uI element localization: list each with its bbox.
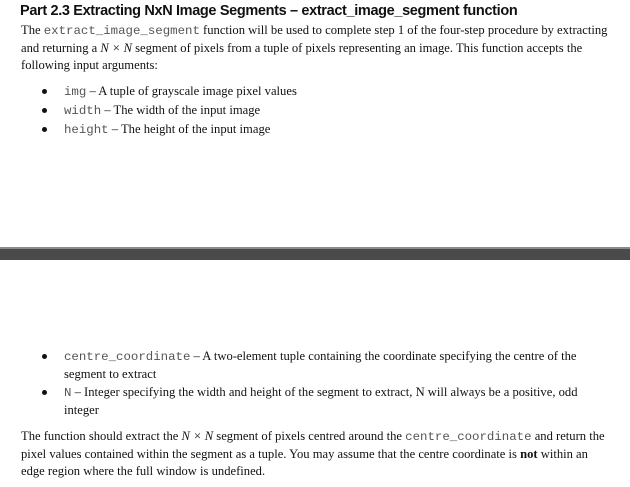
argument-description: – A two-element tuple containing the coordinate specifying the centre of the segment to extract [64, 349, 577, 381]
argument-name: centre_coordinate [64, 350, 191, 364]
closing-paragraph [21, 428, 611, 480]
argument-description: – Integer specifying the width and height of the segment to extract, N will always be a positive, odd integer [64, 385, 578, 417]
argument-item-centre-coordinate [41, 348, 601, 383]
argument-name: img [64, 85, 87, 99]
closing-text-2: segment of pixels centred around the [213, 429, 406, 443]
argument-name: N [64, 386, 72, 400]
argument-item-height [41, 121, 601, 139]
bullet-icon [42, 89, 47, 94]
intro-text-1: The [21, 23, 44, 37]
closing-emphasis: not [520, 447, 538, 461]
argument-description: – A tuple of grayscale image pixel values [86, 84, 297, 98]
bullet-icon [42, 127, 47, 132]
argument-list-bottom [41, 348, 601, 420]
argument-name: height [64, 123, 109, 137]
intro-text-3: segment of pixels from a tuple of pixels representing an image. This function accepts the following input arguments: [21, 41, 583, 72]
intro-paragraph [21, 22, 611, 74]
argument-item-width [41, 102, 601, 120]
section-heading: Part 2.3 Extracting NxN Image Segments – extract_image_segment function [20, 3, 518, 19]
closing-text-1: The function should extract the [21, 429, 182, 443]
closing-text-4: within an edge region where the full window is undefined. [21, 447, 588, 478]
bullet-icon [42, 390, 47, 395]
argument-description: – The height of the input image [108, 122, 271, 136]
closing-text-3: and return the pixel values contained within the segment as a tuple. You may assume that the centre coordinate is [21, 429, 605, 461]
argument-item-n [41, 384, 601, 419]
argument-description: – The width of the input image [101, 103, 261, 117]
page-break-band [0, 249, 630, 260]
argument-item-img [41, 83, 601, 101]
argument-name: width [64, 104, 102, 118]
bullet-icon [42, 354, 47, 359]
closing-coordinate-name: centre_coordinate [405, 430, 532, 444]
closing-nxn: N × N [181, 429, 214, 443]
bullet-icon [42, 108, 47, 113]
intro-function-name: extract_image_segment [43, 24, 200, 38]
argument-list-top [41, 83, 601, 140]
intro-nxn: N × N [100, 41, 132, 55]
intro-text-2: function will be used to complete step 1 of the four-step procedure by extracting and returning a [21, 23, 608, 55]
